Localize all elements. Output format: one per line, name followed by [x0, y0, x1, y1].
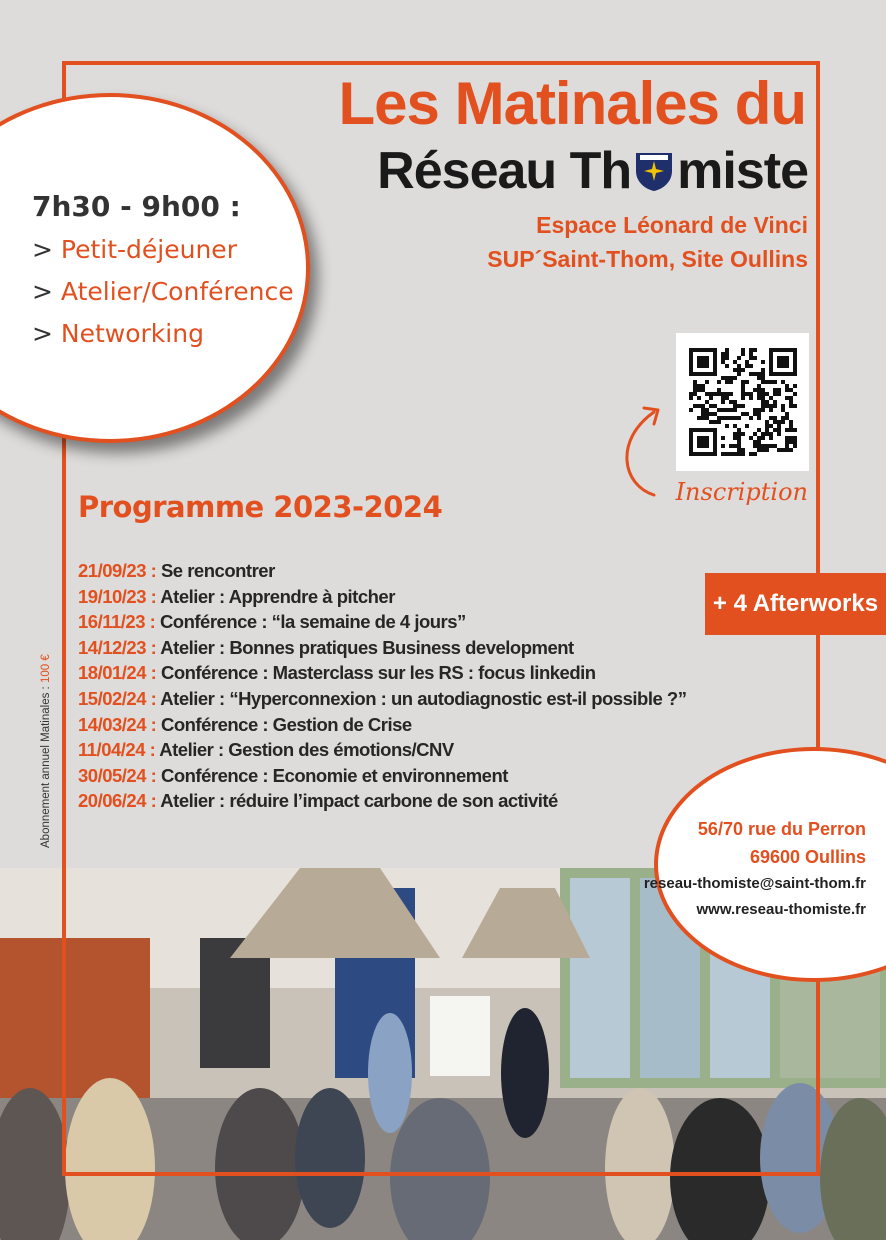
- schedule-item: > Atelier/Conférence: [32, 277, 294, 306]
- curved-arrow-icon: [614, 400, 674, 500]
- title-line-2-part1: Réseau Th: [377, 142, 632, 200]
- programme-text: Conférence : Masterclass sur les RS : focus linkedin: [160, 662, 596, 684]
- qr-code-icon[interactable]: [676, 333, 809, 471]
- programme-date: 16/11/23 :: [78, 611, 156, 633]
- programme-date: 30/05/24 :: [78, 764, 157, 786]
- programme-row: [78, 763, 686, 789]
- inscription-label: Inscription: [675, 478, 808, 506]
- schedule-time: 7h30 - 9h00 :: [32, 190, 241, 223]
- programme-date: 20/06/24 :: [78, 790, 157, 812]
- programme-row: [78, 712, 686, 738]
- programme-date: 19/10/23 :: [78, 585, 157, 607]
- title-line-2: [377, 142, 808, 200]
- title-line-1: Les Matinales du: [338, 70, 806, 137]
- programme-row: [78, 788, 686, 814]
- programme-row: [78, 737, 686, 763]
- website-link[interactable]: www.reseau-thomiste.fr: [696, 901, 866, 918]
- venue: [487, 208, 808, 276]
- programme-date: 14/12/23 :: [78, 636, 157, 658]
- programme-text: Conférence : Gestion de Crise: [160, 713, 412, 735]
- programme-row: [78, 635, 686, 661]
- venue-line-1: Espace Léonard de Vinci: [536, 212, 808, 238]
- address-line-1: 56/70 rue du Perron: [697, 819, 866, 839]
- programme-text: Atelier : Apprendre à pitcher: [160, 585, 395, 607]
- programme-text: Conférence : Economie et environnement: [160, 764, 508, 786]
- programme-date: 18/01/24 :: [78, 662, 157, 684]
- address-line-2: 69600 Oullins: [749, 847, 866, 867]
- programme-date: 11/04/24 :: [78, 739, 156, 761]
- programme-row: [78, 686, 686, 712]
- title-line-2-part2: miste: [677, 142, 808, 200]
- shield-logo-icon: [632, 149, 676, 193]
- programme-text: Se rencontrer: [160, 560, 275, 581]
- programme-row: [78, 609, 686, 635]
- programme-text: Atelier : Bonnes pratiques Business development: [160, 636, 574, 658]
- email-link[interactable]: reseau-thomiste@saint-thom.fr: [643, 875, 866, 892]
- venue-line-2: SUP´Saint-Thom, Site Oullins: [487, 246, 808, 272]
- programme-text: Atelier : réduire l’impact carbone de son activité: [160, 790, 558, 812]
- programme-row: [78, 660, 686, 686]
- programme-text: Conférence : “la semaine de 4 jours”: [159, 611, 466, 633]
- schedule-item: > Networking: [32, 319, 204, 348]
- afterworks-badge: + 4 Afterworks: [705, 573, 886, 635]
- schedule: [32, 190, 294, 355]
- contact-info: [644, 815, 866, 923]
- programme-title: Programme 2023-2024: [78, 490, 443, 524]
- programme-list: [78, 558, 686, 814]
- programme-date: 15/02/24 :: [78, 687, 157, 709]
- programme-row: [78, 584, 686, 610]
- schedule-item: > Petit-déjeuner: [32, 235, 237, 264]
- programme-date: 14/03/24 :: [78, 713, 157, 735]
- programme-row: [78, 558, 686, 584]
- programme-date: 21/09/23 :: [78, 560, 157, 581]
- programme-text: Atelier : “Hyperconnexion : un autodiagnostic est-il possible ?”: [160, 687, 687, 709]
- subscription-note: Abonnement annuel Matinales : 100 €: [40, 654, 52, 848]
- programme-text: Atelier : Gestion des émotions/CNV: [159, 739, 454, 761]
